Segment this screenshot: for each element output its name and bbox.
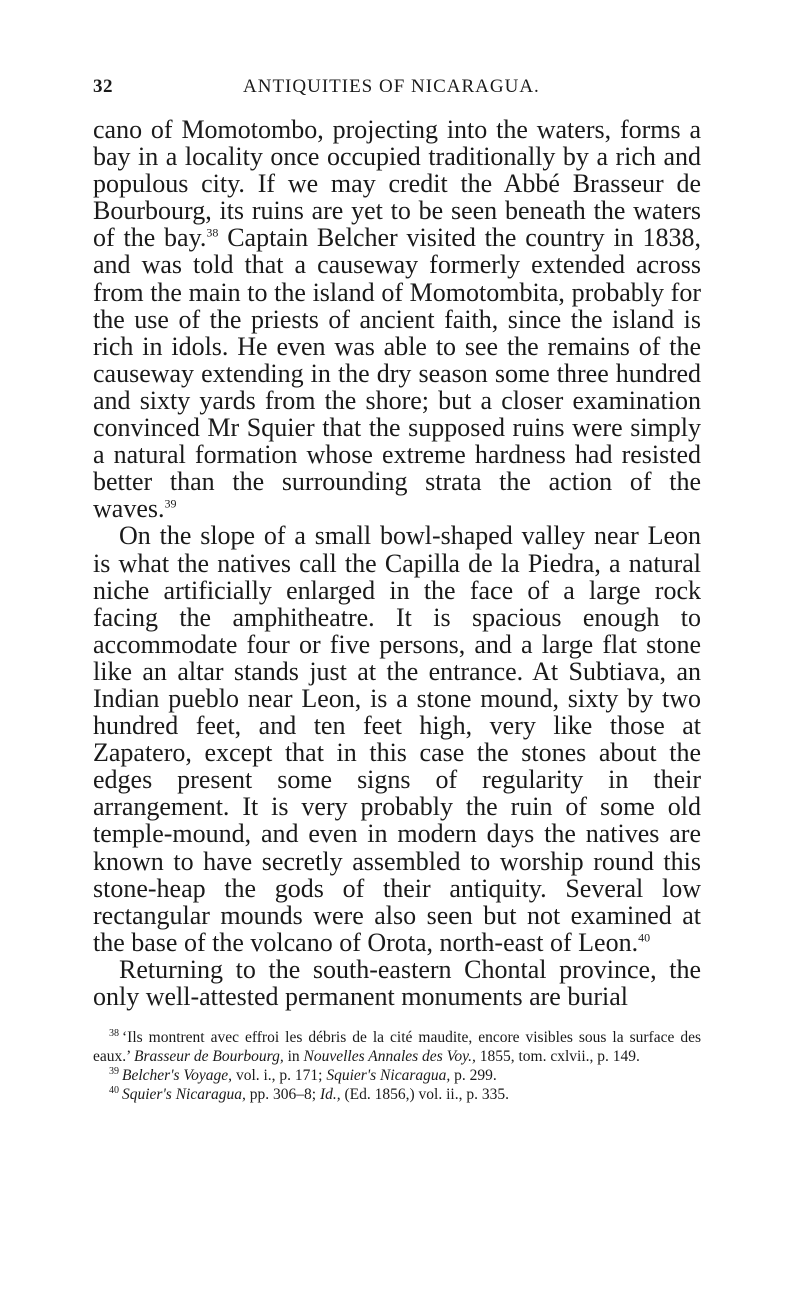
footnote-38-journal: Nouvelles Annales des Voy., — [303, 1048, 476, 1066]
paragraph-2-text: On the slope of a small bowl-shaped valley near Leon is what the natives call the Capilla de la Piedra, a natural niche artificially enlarged in the face of a large rock facing the amphitheatre. It is spacious enough to accommodate four or five persons, and a large flat stone like an altar stands just at the entrance. At Subtiava, an Indian pueblo near Leon, is a stone mound, sixty by two hundred feet, and ten feet high, very like those at Zapatero, except that in this case the stones about the edges present some signs of regularity in their arrangement. It is very probably the ruin of some old temple-mound, and even in modern days the natives are known to have secretly assembled to worship round this stone-heap the gods of their antiquity. Several low rectangular mounds were also seen but not examined at the base of the volcano of Orota, north-east of Leon. — [93, 521, 701, 957]
paragraph-2 — [93, 522, 701, 956]
paragraph-3-text: Returning to the south-eastern Chontal province, the only well-attested permanent monuments are burial — [93, 954, 701, 1011]
footnote-40-source-b: Id., — [319, 1086, 341, 1104]
paragraph-3 — [93, 956, 701, 1010]
footnote-40-source-a: Squier's Nicaragua, — [122, 1086, 246, 1104]
footnote-39-source-b: Squier's Nicaragua, — [326, 1067, 451, 1085]
footnote-39 — [93, 1066, 701, 1085]
footnote-40-text-b: pp. 306–8; — [245, 1086, 320, 1104]
main-text — [93, 116, 701, 1010]
paragraph-1-text-b: Captain Belcher visited the country in 1838, and was told that a causeway formerly extended across from the main to the island of Momotombita, probably for the use of the priests of ancient faith, since the island is rich in idols. He even was able to see the remains of the causeway extending in the dry season some three hundred and sixty yards from the shore; but a closer examination convinced Mr Squier that the supposed ruins were simply a natural formation whose extreme hardness had resisted better than the surrounding strata the action of the waves. — [93, 223, 701, 524]
footnote-39-source-a: Belcher's Voyage, — [122, 1067, 233, 1085]
paragraph-1-text-a: cano of Momotombo, projecting into the waters, forms a bay in a locality once occupied traditionally by a rich and populous city. If we may credit the Abbé Brasseur de Bourbourg, its ruins are yet to be seen beneath the waters of the bay. — [93, 115, 701, 253]
footnote-ref-39[interactable]: 39 — [164, 496, 177, 511]
footnotes — [93, 1028, 701, 1104]
footnote-40-text-d: (Ed. 1856,) vol. ii., p. 335. — [340, 1086, 509, 1104]
footnote-39-text-b: vol. i., p. 171; — [232, 1067, 327, 1085]
footnote-38-text-e: 1855, tom. cxlvii., p. 149. — [475, 1048, 640, 1066]
footnote-mark-39: 39 — [109, 1065, 119, 1077]
footnote-ref-40[interactable]: 40 — [638, 930, 651, 945]
footnote-38-text-a: ‘Ils montrent avec effroi les débris de la cité maudite, encore visibles sous la surface des eaux.’ — [93, 1029, 701, 1066]
paragraph-1 — [93, 116, 701, 522]
footnote-38-author: Brasseur de Bourbourg, — [134, 1048, 284, 1066]
page-number: 32 — [93, 76, 113, 97]
footnote-38 — [93, 1028, 701, 1066]
footnote-mark-40: 40 — [109, 1084, 119, 1096]
footnote-40 — [93, 1085, 701, 1104]
running-title: ANTIQUITIES OF NICARAGUA. — [243, 76, 540, 97]
footnote-39-text-d: p. 299. — [450, 1067, 497, 1085]
footnote-38-text-c: in — [283, 1048, 304, 1066]
book-page — [93, 76, 701, 1104]
running-head — [93, 76, 701, 106]
footnote-mark-38: 38 — [109, 1027, 119, 1039]
footnote-ref-38[interactable]: 38 — [206, 225, 219, 240]
